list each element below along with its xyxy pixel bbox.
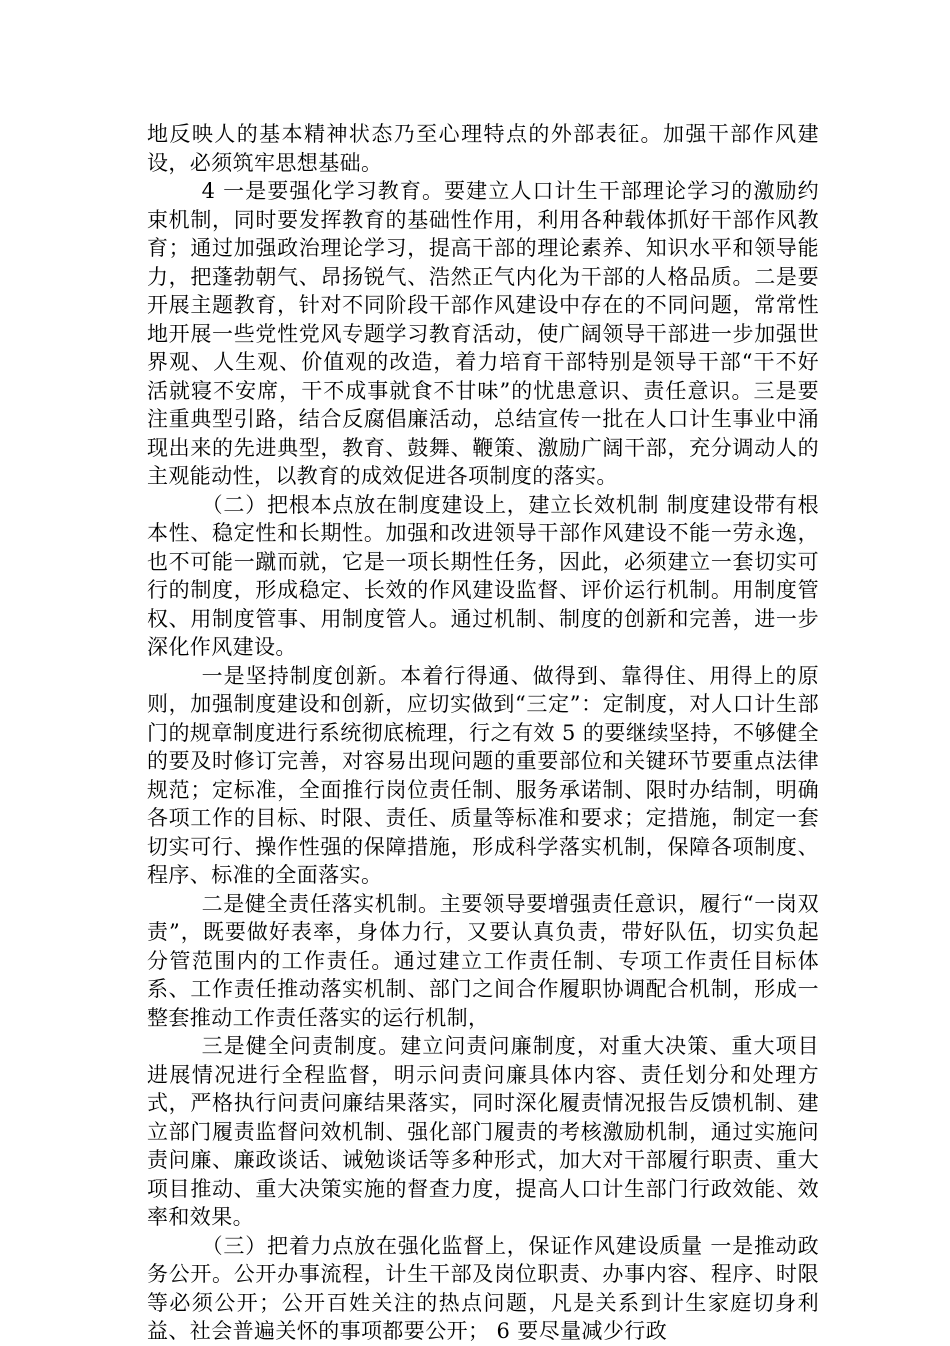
paragraph-1: 地反映人的基本精神状态乃至心理特点的外部表征。加强干部作风建设，必须筑牢思想基础。 (147, 122, 819, 175)
paragraph-3: （二）把根本点放在制度建设上，建立长效机制 制度建设带有根本性、稳定性和长期性。加强和改进领导干部作风建设不能一劳永逸，也不可能一蹴而就，它是一项长期性任务，因此，必须建立一套切实可行的制度，形成稳定、长效的作风建设监督、评价运行机制。用制度管权、用制度管事、用制度管人。通过机制、制度的创新和完善，进一步深化作风建设。 (147, 492, 819, 659)
paragraph-4: 一是坚持制度创新。本着行得通、做得到、靠得住、用得上的原则，加强制度建设和创新，应切实做到“三定”：定制度，对人口计生部门的规章制度进行系统彻底梳理，行之有效 5 的要继续坚持，不够健全的要及时修订完善，对容易出现问题的重要部位和关键环节要重点法律规范；定标准，全面推行岗位责任制、服务承诺制、限时办结制，明确各项工作的目标、时限、责任、质量等标准和要求；定措施，制定一套切实可行、操作性强的保障措施，形成科学落实机制，保障各项制度、程序、标准的全面落实。 (147, 663, 819, 887)
document-body (147, 120, 819, 1346)
paragraph-2: 4 一是要强化学习教育。要建立人口计生干部理论学习的激励约束机制，同时要发挥教育的基础性作用，利用各种载体抓好干部作风教育；通过加强政治理论学习，提高干部的理论素养、知识水平和领导能力，把蓬勃朝气、昂扬锐气、浩然正气内化为干部的人格品质。二是要开展主题教育，针对不同阶段干部作风建设中存在的不同问题，常常性地开展一些党性党风专题学习教育活动，使广阔领导干部进一步加强世界观、人生观、价值观的改造，着力培育干部特别是领导干部“干不好活就寝不安席，干不成事就食不甘味”的忧患意识、责任意识。三是要注重典型引路，结合反腐倡廉活动，总结宣传一批在人口计生事业中涌现出来的先进典型，教育、鼓舞、鞭策、激励广阔干部，充分调动人的主观能动性，以教育的成效促进各项制度的落实。 (147, 179, 819, 488)
paragraph-7: （三）把着力点放在强化监督上，保证作风建设质量 一是推动政务公开。公开办事流程，计生干部及岗位职责、办事内容、程序、时限等必须公开；公开百姓关注的热点问题，凡是关系到计生家庭切身利益、社会普遍关怀的事项都要公开； 6 要尽量减少行政 (147, 1233, 819, 1343)
paragraph-5: 二是健全责任落实机制。主要领导要增强责任意识，履行“一岗双责”，既要做好表率，身体力行，又要认真负责，带好队伍，切实负起分管范围内的工作责任。通过建立工作责任制、专项工作责任目标体系、工作责任推动落实机制、部门之间合作履职协调配合机制，形成一整套推动工作责任落实的运行机制， (147, 891, 819, 1030)
paragraph-6: 三是健全问责制度。建立问责问廉制度，对重大决策、重大项目进展情况进行全程监督，明示问责问廉具体内容、责任划分和处理方式，严格执行问责问廉结果落实，同时深化履责情况报告反馈机制、建立部门履责监督问效机制、强化部门履责的考核激励机制，通过实施问责问廉、廉政谈话、诫勉谈话等多种形式，加大对干部履行职责、重大项目推动、重大决策实施的督查力度，提高人口计生部门行政效能、效率和效果。 (147, 1034, 819, 1229)
